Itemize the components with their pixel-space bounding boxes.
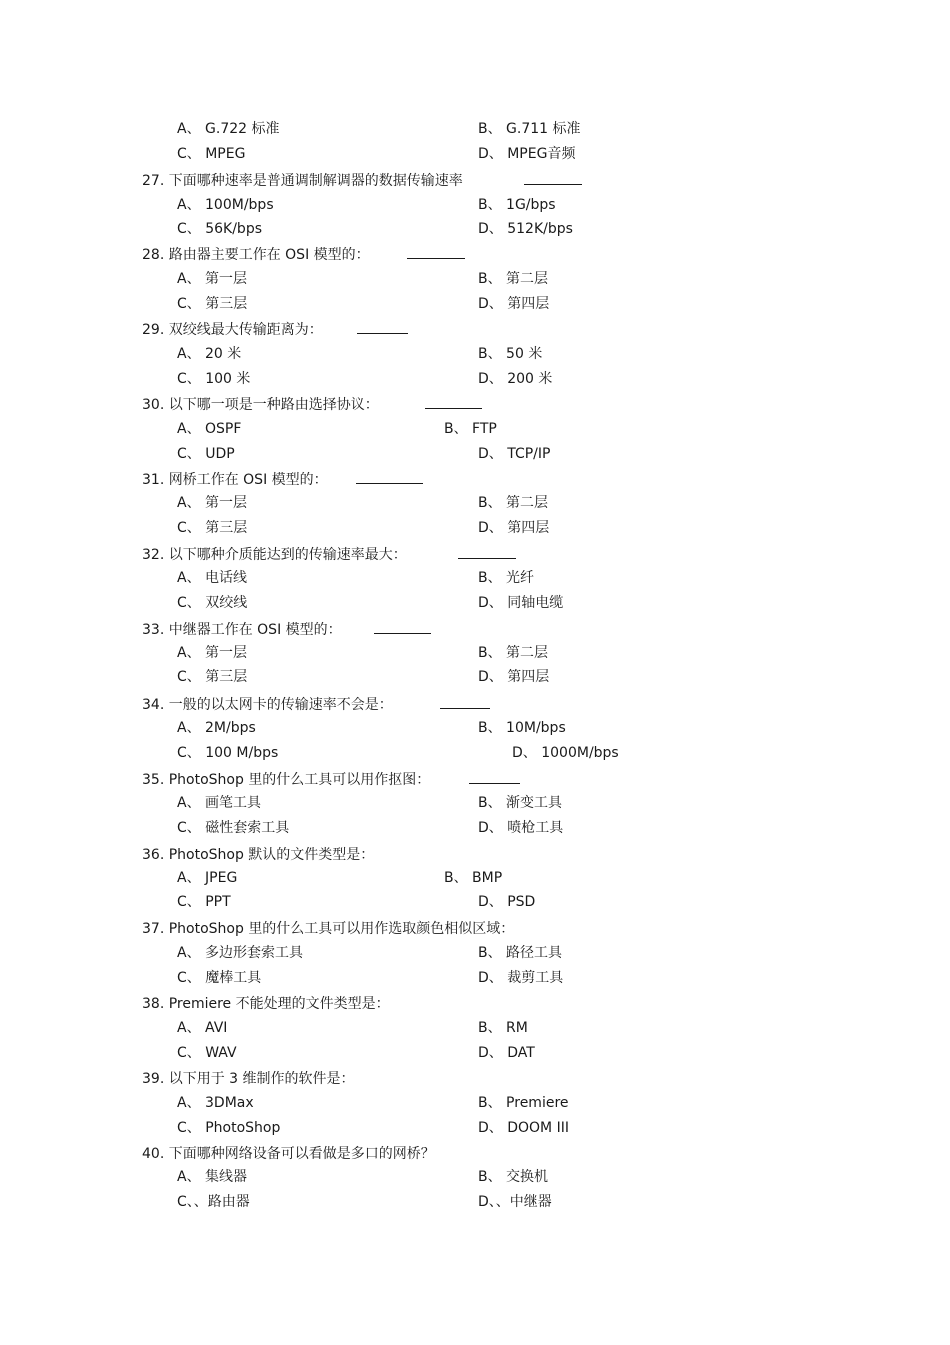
question-30: 30. 以下哪一项是一种路由选择协议： [142, 397, 379, 413]
option-a: A、 20 米 [177, 346, 242, 362]
option-b: B、 第二层 [478, 645, 549, 661]
option-d: D、 第四层 [478, 520, 550, 536]
option-c: C、 磁性套索工具 [177, 820, 290, 836]
answer-blank-35 [469, 771, 520, 784]
option-c: C、、路由器 [177, 1194, 250, 1210]
answer-blank-29 [357, 321, 408, 334]
option-c: C、 PhotoShop [177, 1120, 281, 1136]
option-a: A、 第一层 [177, 495, 248, 511]
option-b: B、 G.711 标准 [478, 121, 581, 137]
answer-blank-27 [524, 172, 582, 185]
answer-blank-34 [440, 696, 490, 709]
answer-blank-33 [374, 621, 431, 634]
question-37: 37. PhotoShop 里的什么工具可以用作选取颜色相似区域： [142, 921, 515, 937]
option-d: D、 PSD [478, 894, 536, 910]
question-35: 35. PhotoShop 里的什么工具可以用作抠图： [142, 772, 431, 788]
option-b: B、 第二层 [478, 271, 549, 287]
option-b: B、 RM [478, 1020, 528, 1036]
question-27: 27. 下面哪种速率是普通调制解调器的数据传输速率 [142, 173, 463, 189]
answer-blank-30 [425, 396, 482, 409]
option-a: A、 2M/bps [177, 720, 256, 736]
option-a: A、 电话线 [177, 570, 248, 586]
option-d: D、 200 米 [478, 371, 553, 387]
option-b: B、 1G/bps [478, 197, 556, 213]
question-32: 32. 以下哪种介质能达到的传输速率最大： [142, 547, 407, 563]
option-c: C、 魔棒工具 [177, 970, 262, 986]
option-d: D、、中继器 [478, 1194, 552, 1210]
option-d: D、 第四层 [478, 669, 550, 685]
option-b: B、 50 米 [478, 346, 543, 362]
option-d: D、 1000M/bps [512, 745, 619, 761]
option-b: B、 FTP [444, 421, 497, 437]
option-c: C、 第三层 [177, 296, 248, 312]
option-a: A、 第一层 [177, 645, 248, 661]
option-d: D、 TCP/IP [478, 446, 551, 462]
option-b: B、 渐变工具 [478, 795, 563, 811]
answer-blank-31 [356, 471, 423, 484]
option-c: C、 56K/bps [177, 221, 263, 237]
question-36: 36. PhotoShop 默认的文件类型是： [142, 847, 375, 863]
option-a: A、 JPEG [177, 870, 238, 886]
option-a: A、 第一层 [177, 271, 248, 287]
question-38: 38. Premiere 不能处理的文件类型是： [142, 996, 390, 1012]
option-c: C、 100 米 [177, 371, 251, 387]
option-b: B、 Premiere [478, 1095, 569, 1111]
option-b: B、 BMP [444, 870, 503, 886]
question-33: 33. 中继器工作在 OSI 模型的： [142, 622, 342, 638]
option-d: D、 同轴电缆 [478, 595, 564, 611]
option-d: D、 喷枪工具 [478, 820, 564, 836]
option-a: A、 G.722 标准 [177, 121, 280, 137]
answer-blank-32 [458, 546, 516, 559]
option-c: C、 UDP [177, 446, 235, 462]
question-28: 28. 路由器主要工作在 OSI 模型的： [142, 247, 370, 263]
question-29: 29. 双绞线最大传输距离为： [142, 322, 323, 338]
option-c: C、 第三层 [177, 669, 248, 685]
option-a: A、 AVI [177, 1020, 228, 1036]
option-a: A、 集线器 [177, 1169, 248, 1185]
option-d: D、 DAT [478, 1045, 535, 1061]
option-d: D、 第四层 [478, 296, 550, 312]
question-40: 40. 下面哪种网络设备可以看做是多口的网桥？ [142, 1146, 435, 1162]
option-d: D、 DOOM III [478, 1120, 569, 1136]
option-a: A、 3DMax [177, 1095, 254, 1111]
option-b: B、 路径工具 [478, 945, 563, 961]
option-c: C、 WAV [177, 1045, 237, 1061]
option-c: C、 双绞线 [177, 595, 248, 611]
question-39: 39. 以下用于 3 维制作的软件是： [142, 1071, 355, 1087]
option-a: A、 多边形套索工具 [177, 945, 304, 961]
option-a: A、 100M/bps [177, 197, 274, 213]
option-c: C、 MPEG [177, 146, 246, 162]
option-d: D、 裁剪工具 [478, 970, 564, 986]
option-b: B、 交换机 [478, 1169, 549, 1185]
option-b: B、 第二层 [478, 495, 549, 511]
option-c: C、 100 M/bps [177, 745, 279, 761]
question-31: 31. 网桥工作在 OSI 模型的： [142, 472, 328, 488]
option-c: C、 第三层 [177, 520, 248, 536]
option-b: B、 光纤 [478, 570, 535, 586]
option-d: D、 512K/bps [478, 221, 573, 237]
option-d: D、 MPEG音频 [478, 146, 576, 162]
question-34: 34. 一般的以太网卡的传输速率不会是： [142, 697, 393, 713]
option-b: B、 10M/bps [478, 720, 566, 736]
option-a: A、 OSPF [177, 421, 242, 437]
option-c: C、 PPT [177, 894, 231, 910]
option-a: A、 画笔工具 [177, 795, 262, 811]
answer-blank-28 [407, 246, 465, 259]
